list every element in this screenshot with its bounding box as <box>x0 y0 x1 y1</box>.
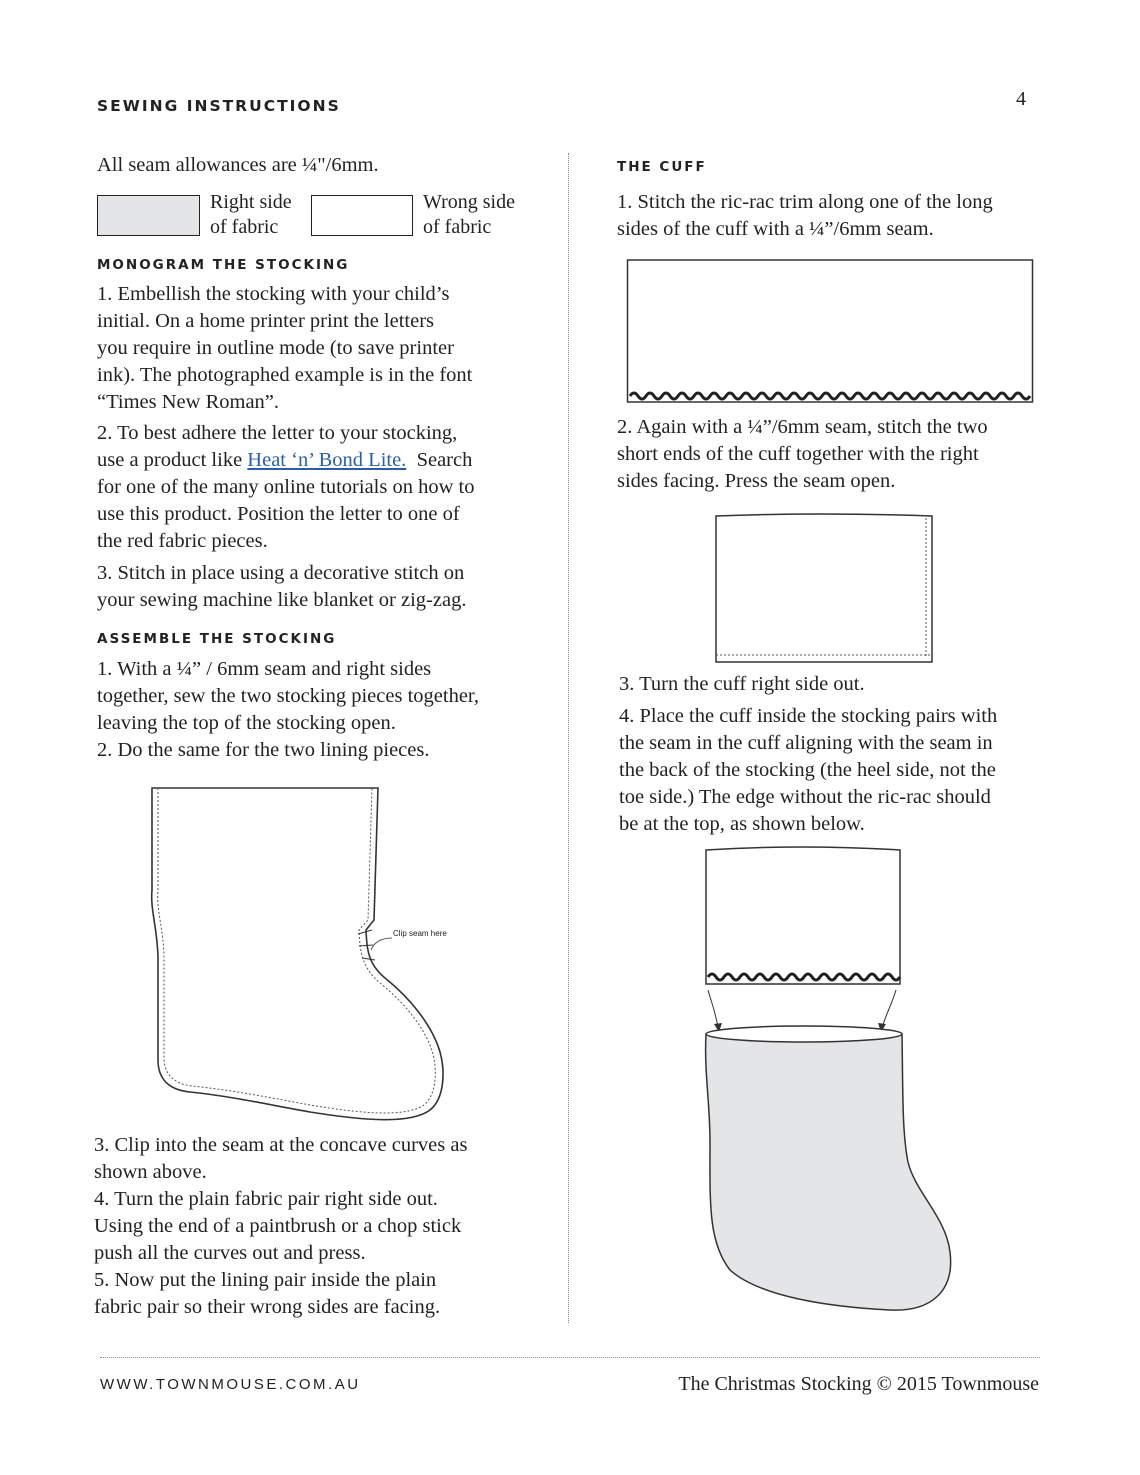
footer-divider <box>100 1357 1040 1358</box>
wrong-side-swatch <box>311 195 413 236</box>
cuff-step-2: 2. Again with a ¼”/6mm seam, stitch the two short ends of the cuff together with the right sides facing. Press the seam open. <box>617 416 988 492</box>
monogram-step-1: 1. Embellish the stocking with your child’s initial. On a home printer print the letters you require in outline mode (to save printer ink). The photographed example is in the font “Times New Roman”. <box>97 283 473 413</box>
seam-allowance-note: All seam allowances are ¼"/6mm. <box>97 154 379 176</box>
assemble-heading: ASSEMBLE THE STOCKING <box>97 631 337 647</box>
right-side-label: Right side of fabric <box>210 191 292 238</box>
stocking-opening <box>706 1026 902 1042</box>
stocking-outline <box>152 788 443 1120</box>
stocking-seam-diagram <box>140 780 460 1140</box>
arrow-left <box>708 990 718 1028</box>
cuff-step-4: 4. Place the cuff inside the stocking pairs with the seam in the cuff aligning with the seam in the back of the stocking (the heel side, not the toe side.) The edge without the ric-rac should be at the top, as shown below. <box>619 705 998 835</box>
page-number: 4 <box>1016 88 1026 110</box>
cuff-step-1: 1. Stitch the ric-rac trim along one of the long sides of the cuff with a ¼”/6mm seam. <box>617 191 993 240</box>
cuff-piece <box>706 847 900 984</box>
cuff-ricrac-diagram <box>626 258 1036 408</box>
monogram-step-3: 3. Stitch in place using a decorative stitch on your sewing machine like blanket or zig-zag. <box>97 562 467 611</box>
footer-website[interactable]: WWW.TOWNMOUSE.COM.AU <box>100 1376 361 1393</box>
footer-copyright: The Christmas Stocking © 2015 Townmouse <box>678 1373 1039 1395</box>
monogram-heading: MONOGRAM THE STOCKING <box>97 257 350 273</box>
heat-n-bond-link[interactable]: Heat ‘n’ Bond Lite. <box>247 449 407 471</box>
section-title: SEWING INSTRUCTIONS <box>97 97 341 115</box>
cuff-step-3: 3. Turn the cuff right side out. <box>619 673 865 695</box>
wrong-side-label: Wrong side of fabric <box>423 191 515 238</box>
clip-arrow <box>371 938 392 950</box>
column-divider <box>568 153 569 1323</box>
clip-seam-label: Clip seam here <box>393 929 447 938</box>
cuff-insertion-diagram <box>700 842 960 1312</box>
assemble-steps-3-5: 3. Clip into the seam at the concave curves as shown above. 4. Turn the plain fabric pair right side out. Using the end of a paintbrush or a chop stick push all the curves out and press. 5. Now put the lining pair inside the plain fabric pair so their wrong sides are facing. <box>94 1134 468 1318</box>
cuff-tube-diagram <box>712 512 940 667</box>
arrow-right <box>882 990 896 1028</box>
assemble-steps-1-2: 1. With a ¼” / 6mm seam and right sides together, sew the two stocking pieces together, leaving the top of the stocking open. 2. Do the same for the two lining pieces. <box>97 658 480 761</box>
cuff-rectangle <box>628 260 1033 402</box>
monogram-step-2: 2. To best adhere the letter to your stocking, use a product like Heat ‘n’ Bond Lite. Search for one of the many online tutorials on how to use this product. Position the letter to one of the red fabric pieces. <box>97 422 475 552</box>
right-side-swatch <box>97 195 200 236</box>
cuff-heading: THE CUFF <box>617 159 707 175</box>
cuff-tube-outline <box>716 514 932 662</box>
stocking-shape <box>706 1034 951 1310</box>
